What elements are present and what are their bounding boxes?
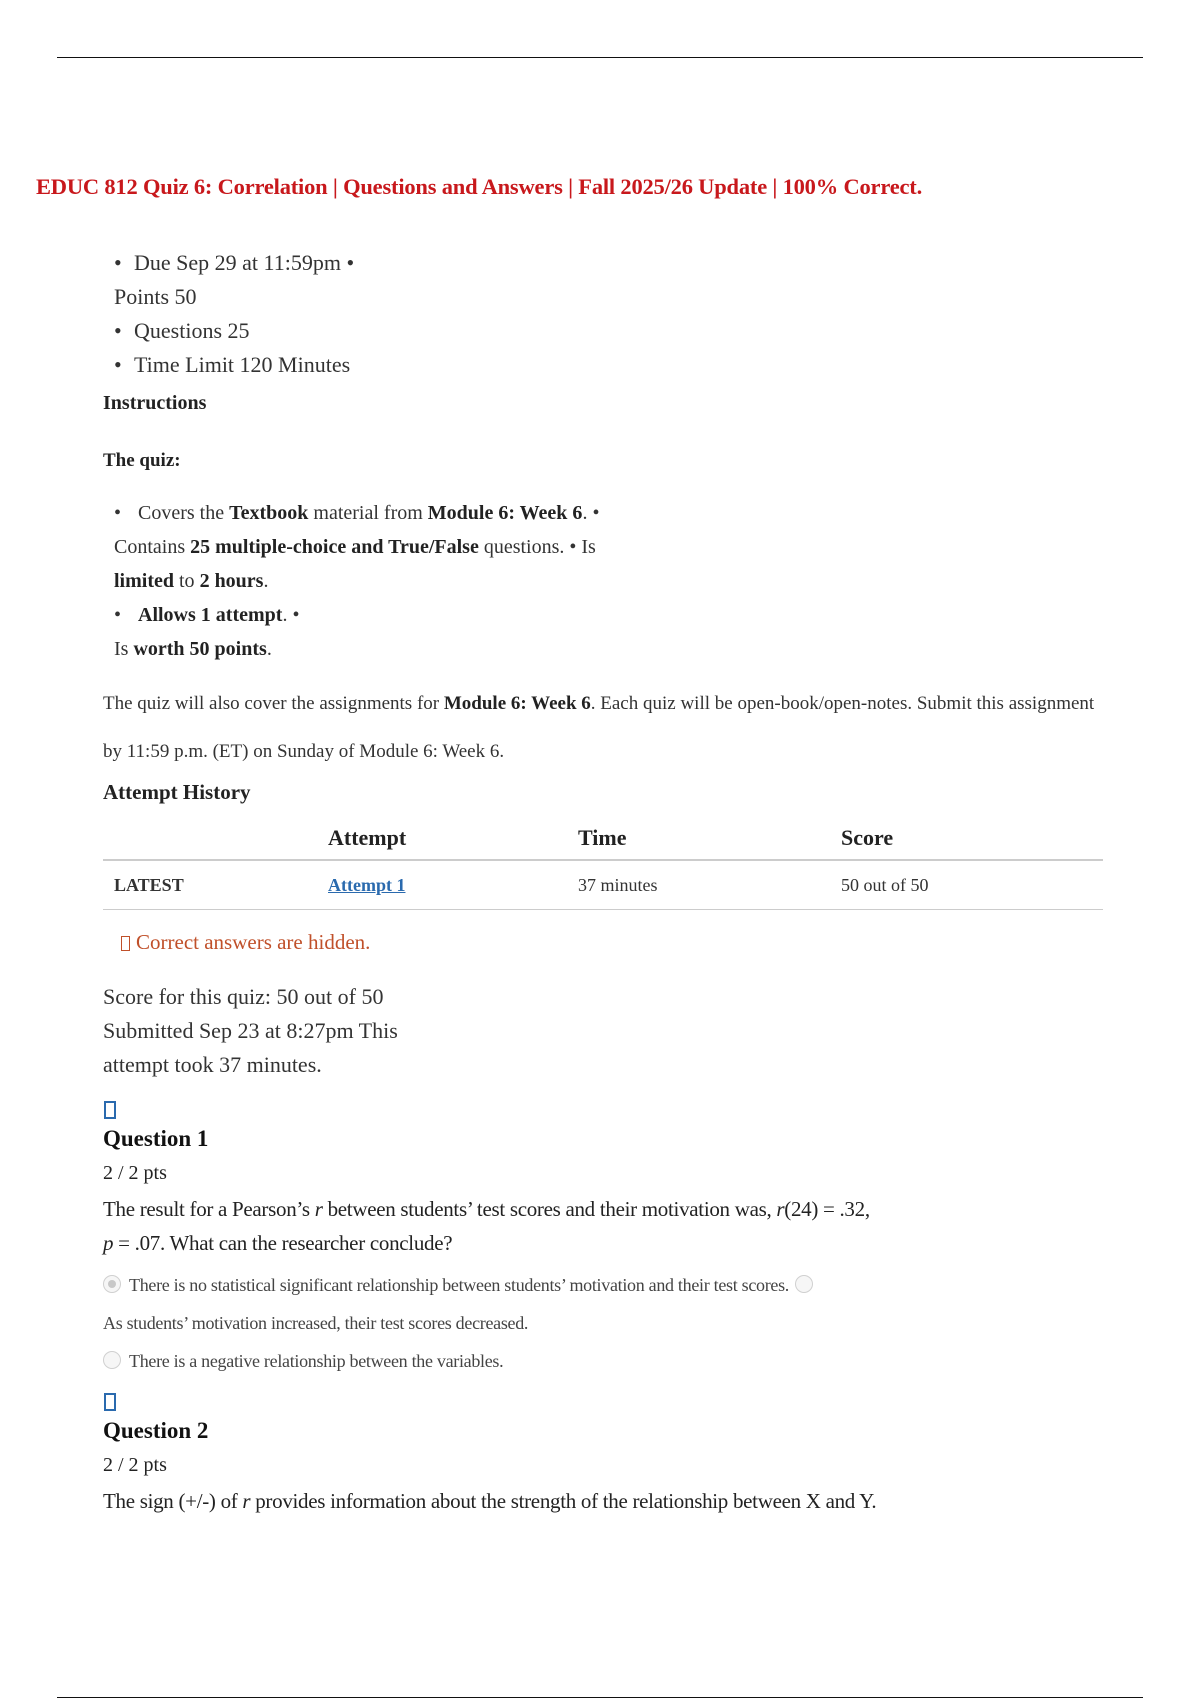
box-icon — [121, 936, 130, 951]
document-title: EDUC 812 Quiz 6: Correlation | Questions and Answers | Fall 2025/26 Update | 100% Correct. — [36, 174, 923, 199]
attempt-1-link[interactable]: Attempt 1 — [328, 874, 406, 895]
rule-contains: Contains 25 multiple-choice and True/False questions. • Is — [114, 536, 596, 558]
rule-limited: limited to 2 hours. — [114, 570, 269, 592]
rule-worth: Is worth 50 points. — [114, 638, 272, 660]
answer-option: There is a negative relationship between the variables. — [103, 1342, 1103, 1380]
attempt-history-table — [103, 817, 1103, 910]
column-header-score: Score — [841, 817, 1103, 860]
meta-points: Points 50 — [114, 284, 197, 309]
quiz-meta — [112, 246, 354, 382]
table-header-row — [103, 817, 1103, 860]
rule-covers: • Covers the Textbook material from Module 6: Week 6. • — [112, 496, 599, 530]
quiz-rules — [112, 496, 599, 666]
meta-due: • Due Sep 29 at 11:59pm • — [112, 246, 354, 280]
column-header-time: Time — [578, 817, 841, 860]
bottom-divider — [57, 1697, 1143, 1698]
score-cell: 50 out of 50 — [841, 860, 1103, 910]
rule-attempts: • Allows 1 attempt. • — [112, 598, 599, 632]
meta-time-limit: • Time Limit 120 Minutes — [112, 348, 354, 382]
quiz-summary — [103, 980, 398, 1082]
quiz-score: Score for this quiz: 50 out of 50 — [103, 984, 384, 1009]
answer-radio-selected[interactable] — [103, 1275, 121, 1293]
answer-option: As students’ motivation increased, their test scores decreased. — [103, 1313, 529, 1333]
instructions-heading: Instructions — [103, 392, 207, 414]
notice-text: Correct answers are hidden. — [136, 930, 371, 954]
question-1-points: 2 / 2 pts — [103, 1162, 167, 1184]
quiz-subheading: The quiz: — [103, 450, 181, 471]
question-2-title: Question 2 — [103, 1418, 209, 1443]
column-header-label — [103, 817, 328, 860]
answers-hidden-notice — [121, 930, 370, 955]
question-1-title: Question 1 — [103, 1126, 209, 1151]
answer-radio[interactable] — [795, 1275, 813, 1293]
submitted-time: Submitted Sep 23 at 8:27pm This — [103, 1018, 398, 1043]
latest-label: LATEST — [103, 860, 328, 910]
flag-question-icon[interactable] — [104, 1393, 116, 1411]
question-2-points: 2 / 2 pts — [103, 1454, 167, 1476]
attempt-duration: attempt took 37 minutes. — [103, 1052, 322, 1077]
question-1-answers — [103, 1266, 1103, 1380]
flag-question-icon[interactable] — [104, 1101, 116, 1119]
instructions-paragraph: The quiz will also cover the assignments for Module 6: Week 6. Each quiz will be open-book/open-notes. Submit this assignment by 11:59 p.m. (ET) on Sunday of Module 6: Week 6. — [103, 693, 1095, 762]
column-header-attempt: Attempt — [328, 817, 578, 860]
table-row — [103, 860, 1103, 910]
meta-questions: • Questions 25 — [112, 314, 354, 348]
answer-option: There is no statistical significant relationship between students’ motivation and their test scores. — [103, 1266, 1103, 1304]
attempt-cell — [328, 860, 578, 910]
time-cell: 37 minutes — [578, 860, 841, 910]
top-divider — [57, 57, 1143, 58]
question-2-text: The sign (+/-) of r provides information about the strength of the relationship between X and Y. — [103, 1489, 877, 1513]
answer-radio[interactable] — [103, 1351, 121, 1369]
attempt-history-heading: Attempt History — [103, 780, 251, 804]
question-1-text: The result for a Pearson’s r between students’ test scores and their motivation was, r(24) = .32, p = .07. What can the researcher conclude? — [103, 1197, 870, 1255]
